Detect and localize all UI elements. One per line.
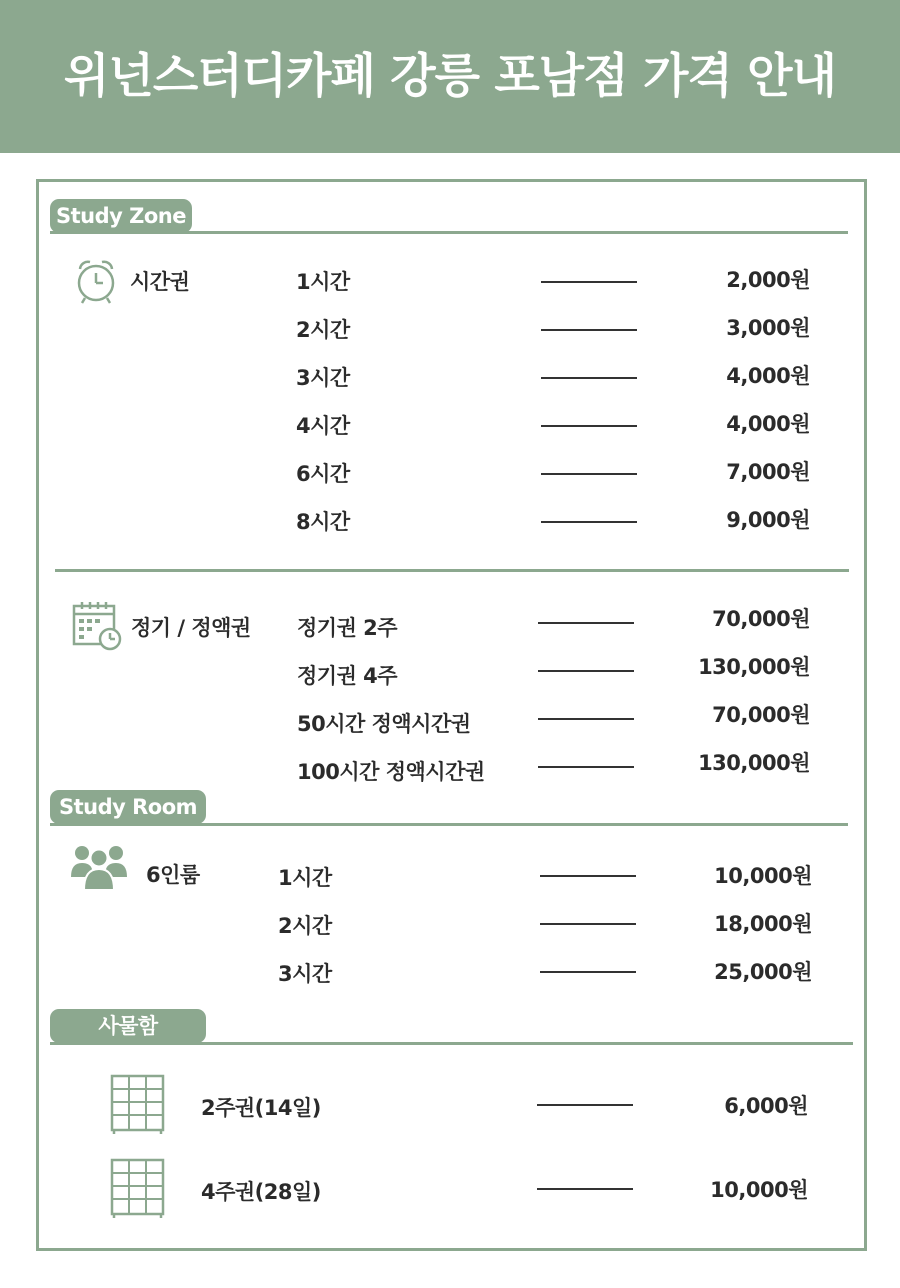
section-divider	[50, 231, 848, 234]
row-name: 1시간	[296, 270, 350, 294]
page-title: 위넌스터디카페 강릉 포남점 가격 안내	[64, 49, 836, 104]
row-name: 2시간	[296, 318, 350, 342]
leader-line	[538, 670, 634, 672]
leader-line	[538, 622, 634, 624]
row-name: 4시간	[296, 414, 350, 438]
row-price: 130,000원	[698, 655, 810, 679]
leader-line	[541, 425, 637, 427]
category-period-pass: 정기 / 정액권	[131, 616, 251, 640]
group-people-icon	[70, 843, 128, 891]
leader-line	[541, 281, 637, 283]
section-divider	[50, 823, 848, 826]
leader-line	[537, 1104, 633, 1106]
leader-line	[537, 1188, 633, 1190]
leader-line	[541, 377, 637, 379]
section-divider	[50, 1042, 853, 1045]
row-price: 130,000원	[698, 751, 810, 775]
row-price: 4,000원	[726, 364, 810, 388]
category-time-pass: 시간권	[130, 270, 190, 294]
locker-row-price: 6,000원	[724, 1094, 808, 1118]
subsection-divider	[55, 569, 849, 572]
row-name: 정기권 2주	[297, 616, 398, 640]
header-banner	[0, 0, 900, 153]
row-price: 9,000원	[726, 508, 810, 532]
leader-line	[540, 923, 636, 925]
row-price: 2,000원	[726, 268, 810, 292]
leader-line	[541, 521, 637, 523]
category-6-person-room: 6인룸	[146, 863, 200, 887]
section-label-study-zone: Study Zone	[50, 199, 192, 233]
leader-line	[540, 875, 636, 877]
row-name: 정기권 4주	[297, 664, 398, 688]
row-price: 7,000원	[726, 460, 810, 484]
leader-line	[541, 329, 637, 331]
section-label-study-room: Study Room	[50, 790, 206, 824]
leader-line	[540, 971, 636, 973]
row-name: 1시간	[278, 866, 332, 890]
row-price: 70,000원	[712, 607, 810, 631]
row-price: 70,000원	[712, 703, 810, 727]
row-name: 100시간 정액시간권	[297, 760, 485, 784]
alarm-clock-icon	[72, 256, 120, 306]
leader-line	[538, 718, 634, 720]
row-name: 3시간	[278, 962, 332, 986]
section-label-locker: 사물함	[50, 1009, 206, 1043]
row-name: 8시간	[296, 510, 350, 534]
row-price: 3,000원	[726, 316, 810, 340]
row-name: 6시간	[296, 462, 350, 486]
row-name: 3시간	[296, 366, 350, 390]
leader-line	[538, 766, 634, 768]
row-price: 10,000원	[714, 864, 812, 888]
locker-icon	[110, 1074, 165, 1134]
row-name: 50시간 정액시간권	[297, 712, 471, 736]
locker-row-name: 4주권(28일)	[201, 1180, 321, 1204]
locker-row-name: 2주권(14일)	[201, 1096, 321, 1120]
row-price: 25,000원	[714, 960, 812, 984]
calendar-clock-icon	[72, 601, 124, 653]
locker-icon	[110, 1158, 165, 1218]
leader-line	[541, 473, 637, 475]
locker-row-price: 10,000원	[710, 1178, 808, 1202]
row-price: 4,000원	[726, 412, 810, 436]
row-name: 2시간	[278, 914, 332, 938]
row-price: 18,000원	[714, 912, 812, 936]
